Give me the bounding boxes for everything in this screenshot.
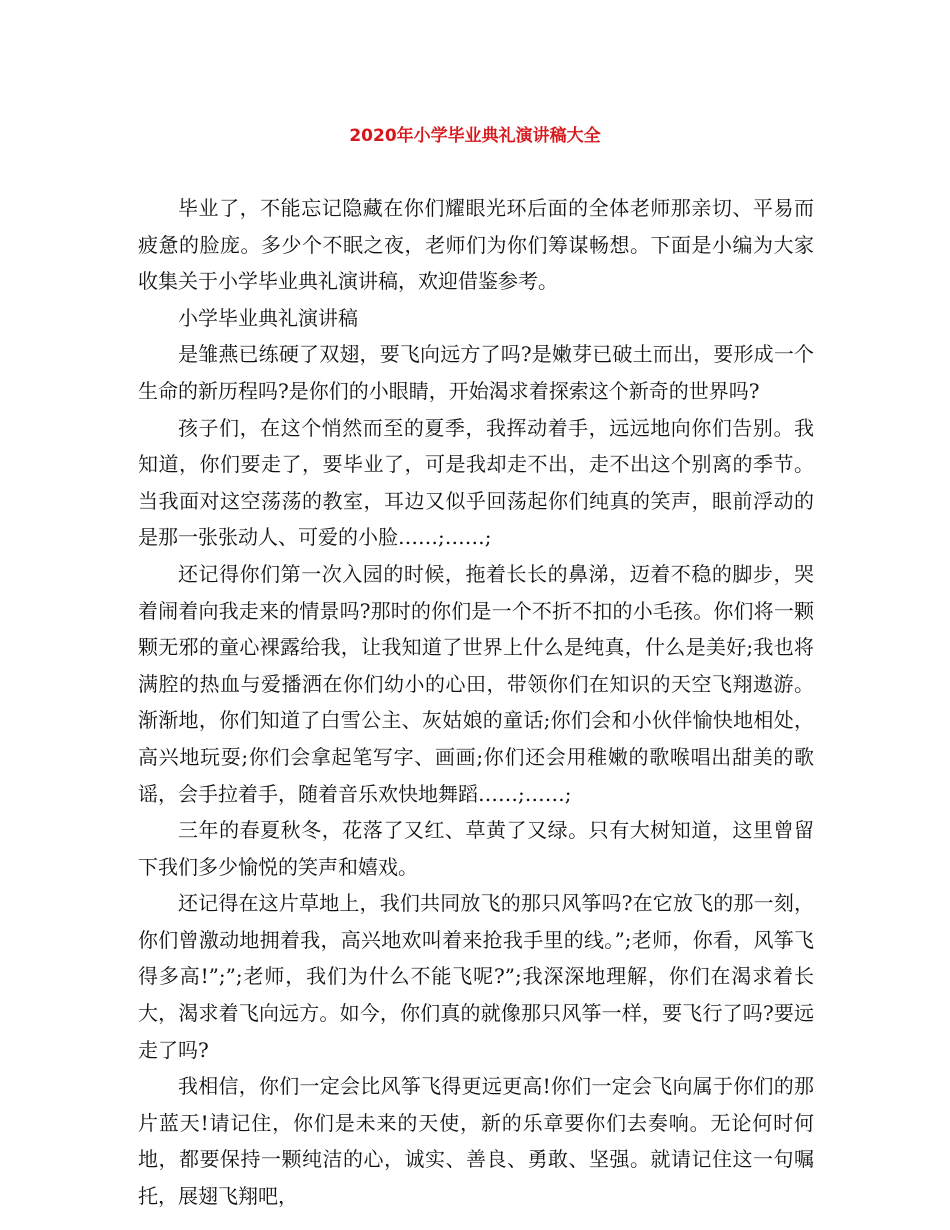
paragraph: 还记得你们第一次入园的时候，拖着长长的鼻涕，迈着不稳的脚步，哭着闹着向我走来的情景吗?那时的你们是一个不折不扣的小毛孩。你们将一颗颗无邪的童心裸露给我，让我知道了世界上什么是纯真，什么是美好;我也将满腔的热血与爱播洒在你们幼小的心田，带领你们在知识的天空飞翔遨游。渐渐地，你们知道了白雪公主、灰姑娘的童话;你们会和小伙伴愉快地相处，高兴地玩耍;你们会拿起笔写字、画画;你们还会用稚嫩的歌喉唱出甜美的歌谣，会手拉着手，随着音乐欢快地舞蹈……;……; — [138, 561, 814, 806]
document-title: 2020年小学毕业典礼演讲稿大全 — [349, 126, 601, 146]
paragraph-intro: 毕业了，不能忘记隐藏在你们耀眼光环后面的全体老师那亲切、平易而疲惫的脸庞。多少个不眠之夜，老师们为你们筹谋畅想。下面是小编为大家收集关于小学毕业典礼演讲稿，欢迎借鉴参考。 — [138, 196, 814, 294]
paragraph: 三年的春夏秋冬，花落了又红、草黄了又绿。只有大树知道，这里曾留下我们多少愉悦的笑声和嬉戏。 — [138, 818, 814, 879]
paragraph: 我相信，你们一定会比风筝飞得更远更高!你们一定会飞向属于你们的那片蓝天!请记住，你们是未来的天使，新的乐章要你们去奏响。无论何时何地，都要保持一颗纯洁的心，诚实、善良、勇敢、坚强。就请记住这一句嘱托，展翅飞翔吧， — [138, 1074, 814, 1209]
document-body — [138, 190, 814, 1215]
paragraph: 是雏燕已练硬了双翅，要飞向远方了吗?是嫩芽已破土而出，要形成一个生命的新历程吗?是你们的小眼睛，开始渴求着探索这个新奇的世界吗? — [138, 342, 814, 403]
paragraph: 还记得在这片草地上，我们共同放飞的那只风筝吗?在它放飞的那一刻，你们曾激动地拥着我，高兴地欢叫着来抢我手里的线。”;老师，你看，风筝飞得多高!”;”;老师，我们为什么不能飞呢?”;我深深地理解，你们在渴求着长大，渴求着飞向远方。如今，你们真的就像那只风筝一样，要飞行了吗?要远走了吗? — [138, 891, 814, 1062]
paragraph: 孩子们，在这个悄然而至的夏季，我挥动着手，远远地向你们告别。我知道，你们要走了，要毕业了，可是我却走不出，走不出这个别离的季节。当我面对这空荡荡的教室，耳边又似乎回荡起你们纯真的笑声，眼前浮动的是那一张张动人、可爱的小脸……;……; — [138, 415, 814, 550]
section-heading: 小学毕业典礼演讲稿 — [178, 305, 358, 330]
